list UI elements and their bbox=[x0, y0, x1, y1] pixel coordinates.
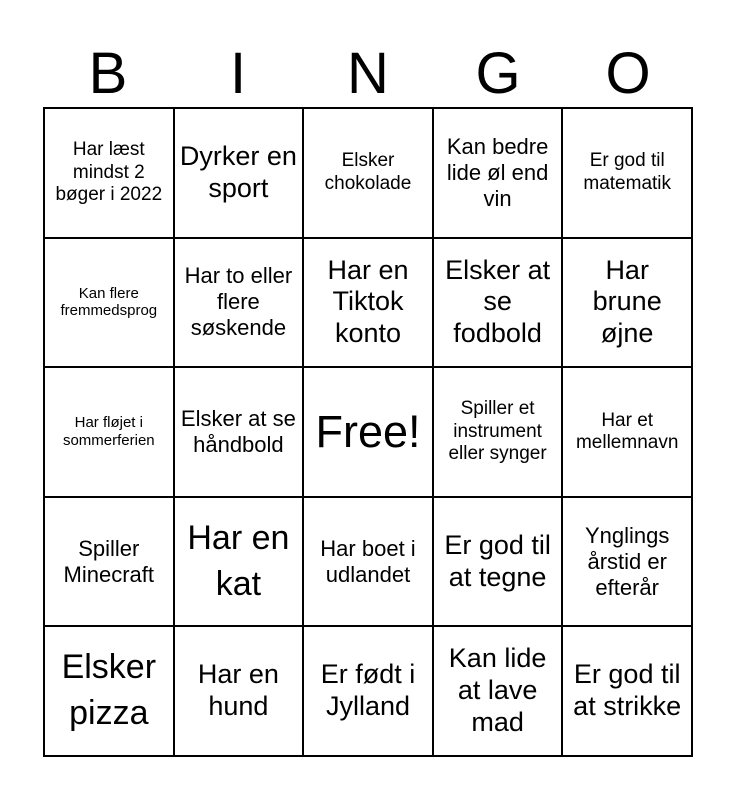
header-letter-b: B bbox=[88, 41, 128, 106]
free-space-cell[interactable]: Free! bbox=[303, 367, 433, 497]
bingo-cell[interactable]: Har brune øjne bbox=[562, 238, 692, 368]
bingo-cell[interactable]: Kan lide at lave mad bbox=[433, 626, 563, 756]
bingo-cell[interactable]: Er god til at strikke bbox=[562, 626, 692, 756]
header-letter-n: N bbox=[347, 41, 389, 106]
bingo-cell[interactable]: Har boet i udlandet bbox=[303, 497, 433, 627]
bingo-cell[interactable]: Spiller Minecraft bbox=[44, 497, 174, 627]
bingo-cell[interactable]: Har fløjet i sommerferien bbox=[44, 367, 174, 497]
bingo-cell[interactable]: Har læst mindst 2 bøger i 2022 bbox=[44, 108, 174, 238]
bingo-cell[interactable]: Har en kat bbox=[174, 497, 304, 627]
bingo-cell[interactable]: Har en hund bbox=[174, 626, 304, 756]
bingo-cell[interactable]: Kan flere fremmedsprog bbox=[44, 238, 174, 368]
bingo-cell[interactable]: Elsker at se håndbold bbox=[174, 367, 304, 497]
bingo-cell[interactable]: Har et mellemnavn bbox=[562, 367, 692, 497]
bingo-cell[interactable]: Dyrker en sport bbox=[174, 108, 304, 238]
bingo-cell[interactable]: Ynglings årstid er efterår bbox=[562, 497, 692, 627]
bingo-cell[interactable]: Har en Tiktok konto bbox=[303, 238, 433, 368]
bingo-board bbox=[43, 107, 693, 757]
bingo-cell[interactable]: Elsker at se fodbold bbox=[433, 238, 563, 368]
header-letter-g: G bbox=[475, 41, 521, 106]
bingo-cell[interactable]: Spiller et instrument eller synger bbox=[433, 367, 563, 497]
bingo-cell[interactable]: Elsker chokolade bbox=[303, 108, 433, 238]
bingo-cell[interactable]: Har to eller flere søskende bbox=[174, 238, 304, 368]
header-letter-o: O bbox=[605, 41, 651, 106]
bingo-cell[interactable]: Elsker pizza bbox=[44, 626, 174, 756]
bingo-cell[interactable]: Er født i Jylland bbox=[303, 626, 433, 756]
bingo-header bbox=[43, 40, 693, 108]
bingo-cell[interactable]: Kan bedre lide øl end vin bbox=[433, 108, 563, 238]
header-letter-i: I bbox=[229, 41, 247, 106]
bingo-cell[interactable]: Er god til matematik bbox=[562, 108, 692, 238]
bingo-cell[interactable]: Er god til at tegne bbox=[433, 497, 563, 627]
